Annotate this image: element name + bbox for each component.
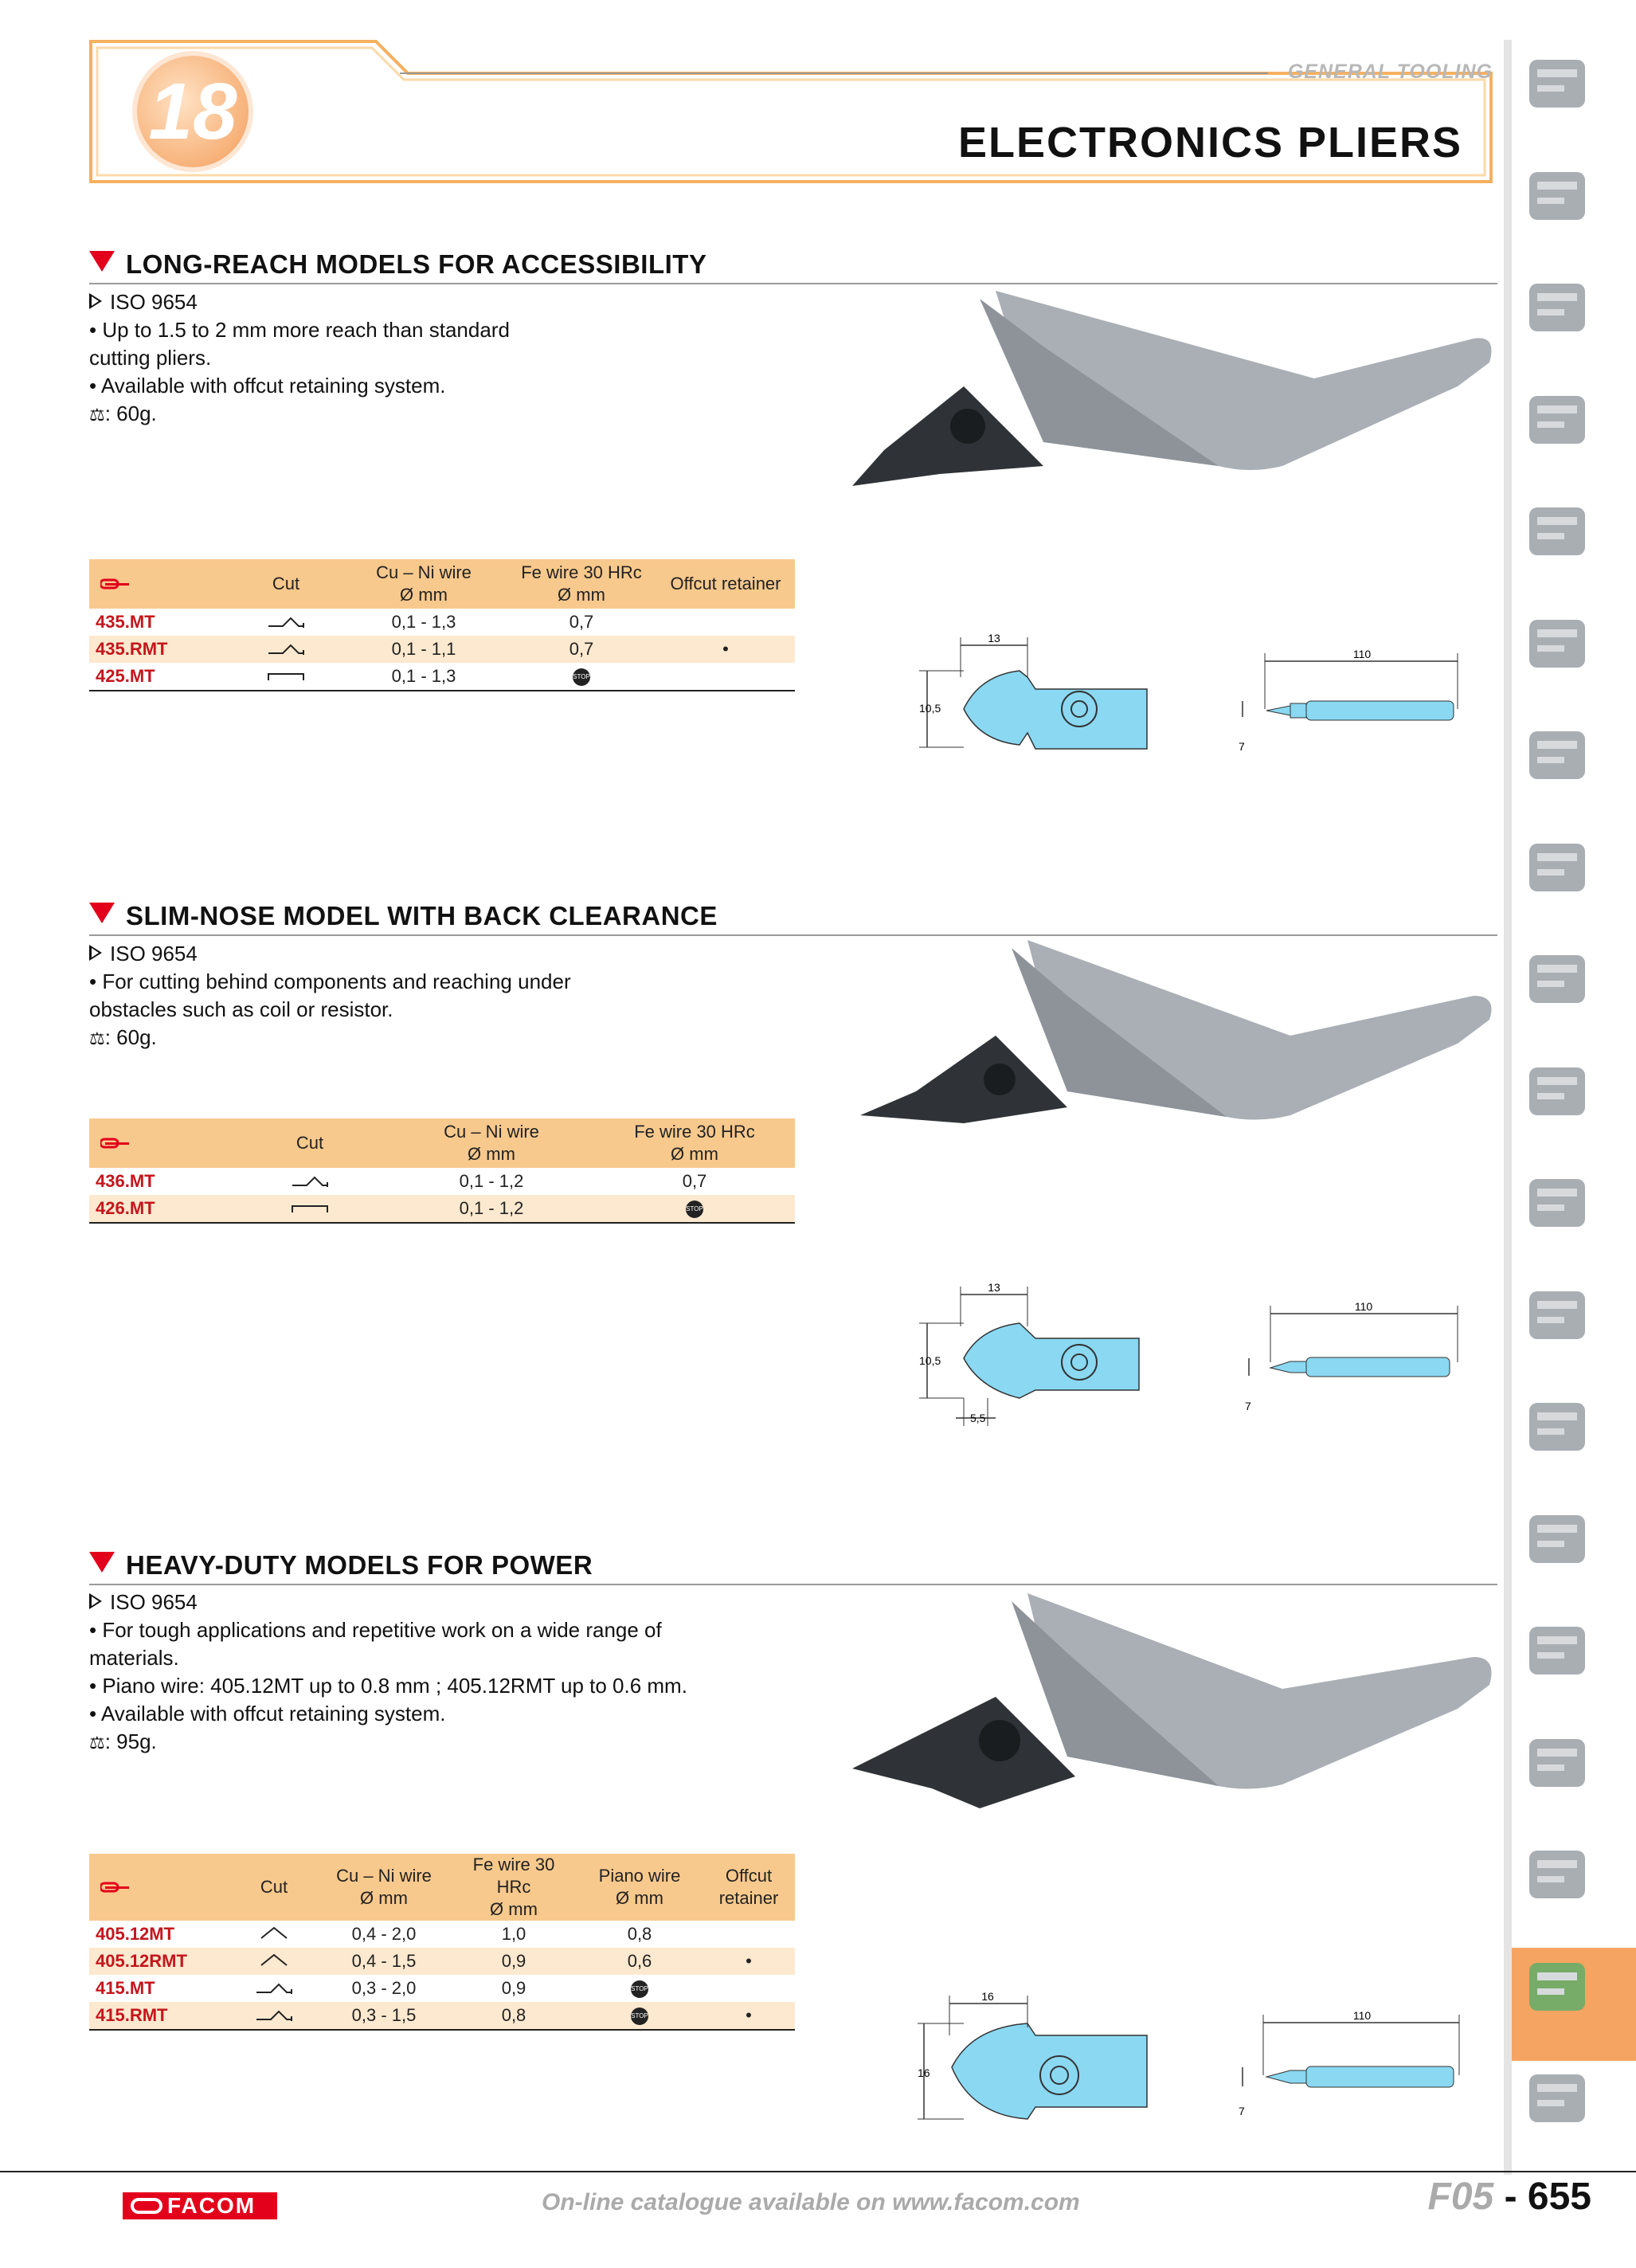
- semi-flush-cut-icon: [255, 2008, 293, 2021]
- table-row: 425.MT 0,1 - 1,3 STOP: [89, 663, 795, 691]
- plier-photo-slim-nose: [844, 932, 1497, 1139]
- car-icon[interactable]: [1510, 2058, 1604, 2138]
- col-fe-wire: Fe wire 30 HRc Ø mm: [594, 1118, 795, 1168]
- page-reference: F05 - 655: [1427, 2176, 1591, 2218]
- col-cu-wire: Cu – Ni wire Ø mm: [389, 1118, 594, 1168]
- facom-logo-icon: [100, 1882, 131, 1893]
- col-cut: Cut: [231, 559, 341, 609]
- iso-marker-icon: [89, 293, 102, 309]
- semi-flush-cut-icon: [255, 1981, 293, 1994]
- ref-415-rmt[interactable]: 415.RMT: [89, 2002, 231, 2030]
- section-description: ISO 9654 • For cutting behind components and reaching under obstacles such as coil or resistor. ⚖: 60g.: [89, 942, 571, 1049]
- ref-435-rmt[interactable]: 435.RMT: [89, 636, 231, 663]
- footer-rule: [0, 2171, 1636, 2172]
- dim-thick: 7: [1245, 1400, 1251, 1412]
- tech-drawing-long-reach: [916, 629, 1474, 765]
- tech-drawing-slim-nose: [916, 1279, 1474, 1438]
- aircraft-icon[interactable]: [1510, 1723, 1604, 1803]
- semi-flush-cut-icon: [291, 1174, 329, 1187]
- safety-tools-icon[interactable]: [1510, 1835, 1604, 1914]
- ref-405-12mt[interactable]: 405.12MT: [96, 1924, 175, 1944]
- page-title: ELECTRONICS PLIERS: [957, 119, 1462, 166]
- electronics-board-icon[interactable]: [1510, 1947, 1604, 2027]
- col-fe-wire: Fe wire 30 HRc Ø mm: [451, 1854, 577, 1921]
- hammer-icon[interactable]: [1510, 1163, 1604, 1243]
- col-offcut-retainer: Offcut retainer: [656, 559, 795, 609]
- not-applicable-icon: STOP: [631, 2008, 648, 2025]
- screwdriver-icon[interactable]: [1510, 715, 1604, 795]
- facom-logo: FACOM: [123, 2192, 277, 2219]
- dim-width: 16: [981, 1990, 994, 2003]
- bevel-cut-icon: [258, 1953, 290, 1967]
- flush-cut-icon: [291, 1201, 329, 1214]
- flush-cut-icon: [267, 669, 305, 682]
- tech-drawing-heavy-duty: [916, 1988, 1474, 2131]
- dim-height: 10,5: [919, 1354, 941, 1367]
- workbench-icon[interactable]: [1510, 44, 1604, 123]
- not-applicable-icon: STOP: [573, 668, 590, 686]
- dim-height: 16: [918, 2066, 930, 2079]
- plier-photo-heavy-duty: [836, 1585, 1497, 1816]
- ref-425-mt[interactable]: 425.MT: [89, 663, 231, 691]
- dim-width: 13: [988, 632, 1000, 644]
- col-cu-wire: Cu – Ni wire Ø mm: [317, 1854, 451, 1921]
- semi-flush-cut-icon: [267, 615, 305, 628]
- puller-icon[interactable]: [1510, 1387, 1604, 1467]
- section-title-heavy-duty: HEAVY-DUTY MODELS FOR POWER: [89, 1550, 593, 1581]
- semi-flush-cut-icon: [267, 642, 305, 655]
- tool-cabinet-icon[interactable]: [1510, 156, 1604, 236]
- dim-length: 110: [1354, 1300, 1373, 1313]
- section-description: ISO 9654 • For tough applications and repetitive work on a wide range of materials. • Piano wire: 405.12MT up to 0.8 mm ; 405.12RMT up to 0.6 mm. • Available with offcut retaining system. ⚖: 95g.: [89, 1590, 687, 1753]
- ref-405-12rmt[interactable]: 405.12RMT: [89, 1948, 231, 1975]
- col-piano-wire: Piano wire Ø mm: [577, 1854, 703, 1921]
- chapter-number: 18: [148, 67, 237, 156]
- weight-scale-icon: ⚖: [89, 405, 105, 425]
- section-marker-icon: [89, 903, 115, 923]
- tape-measure-icon[interactable]: [1510, 1052, 1604, 1131]
- table-row: 426.MT 0,1 - 1,2 STOP: [89, 1195, 795, 1223]
- table-row: 415.RMT 0,3 - 1,5 0,8 STOP •: [89, 2002, 795, 2030]
- section-tag: GENERAL TOOLING: [1287, 61, 1493, 83]
- table-row: 435.RMT 0,1 - 1,1 0,7 •: [89, 636, 795, 663]
- dim-width: 13: [988, 1281, 1000, 1294]
- hex-key-icon[interactable]: [1510, 828, 1604, 907]
- torque-wrench-icon[interactable]: [1510, 1611, 1604, 1690]
- dim-length: 110: [1352, 648, 1372, 660]
- catalogue-url[interactable]: On-line catalogue available on www.facom.com: [542, 2189, 1080, 2215]
- dim-thick: 7: [1239, 740, 1245, 753]
- weight-scale-icon: ⚖: [89, 1028, 105, 1048]
- ref-415-mt[interactable]: 415.MT: [96, 1978, 155, 1998]
- spec-table-long-reach: [89, 559, 795, 691]
- col-fe-wire: Fe wire 30 HRc Ø mm: [507, 559, 656, 609]
- table-row: 405.12RMT 0,4 - 1,5 0,9 0,6 •: [89, 1948, 795, 1975]
- pliers-icon[interactable]: [1510, 939, 1604, 1019]
- section-description: ISO 9654 • Up to 1.5 to 2 mm more reach than standard cutting pliers. • Available with offcut retaining system. ⚖: 60g.: [89, 290, 510, 425]
- col-cu-wire: Cu – Ni wire Ø mm: [341, 559, 507, 609]
- spec-table-heavy-duty: [89, 1854, 795, 2031]
- wrench-icon[interactable]: [1510, 492, 1604, 571]
- section-title-slim-nose: SLIM-NOSE MODEL WITH BACK CLEARANCE: [89, 901, 718, 931]
- section-marker-icon: [89, 1552, 115, 1573]
- plier-photo-long-reach: [836, 283, 1497, 498]
- weight-scale-icon: ⚖: [89, 1733, 105, 1753]
- spec-table-slim-nose: [89, 1118, 795, 1224]
- table-row: 405.12MT 0,4 - 2,0 1,0 0,8: [89, 1921, 795, 1948]
- facom-logo-icon: [100, 1138, 131, 1149]
- iso-marker-icon: [89, 945, 102, 961]
- dim-height: 10,5: [919, 702, 941, 715]
- dim-nose: 5,5: [970, 1412, 986, 1424]
- col-offcut-retainer: Offcut retainer: [703, 1854, 795, 1921]
- ref-436-mt[interactable]: 436.MT: [96, 1171, 155, 1191]
- dim-length: 110: [1352, 2009, 1372, 2022]
- socket-icon[interactable]: [1510, 604, 1604, 684]
- section-title-long-reach: LONG-REACH MODELS FOR ACCESSIBILITY: [89, 249, 706, 280]
- bevel-cut-icon: [258, 1925, 290, 1940]
- ref-426-mt[interactable]: 426.MT: [89, 1195, 231, 1223]
- table-row: 436.MT 0,1 - 1,2 0,7: [89, 1168, 795, 1195]
- facom-logo-icon: [100, 578, 131, 590]
- toolbox-icon[interactable]: [1510, 380, 1604, 460]
- col-cut: Cut: [231, 1854, 317, 1921]
- not-applicable-icon: STOP: [686, 1201, 703, 1218]
- ref-435-mt[interactable]: 435.MT: [96, 612, 155, 632]
- dim-thick: 7: [1239, 2105, 1245, 2117]
- section-marker-icon: [89, 251, 115, 272]
- table-row: 435.MT 0,1 - 1,3 0,7: [89, 609, 795, 636]
- iso-marker-icon: [89, 1593, 102, 1609]
- table-row: 415.MT 0,3 - 2,0 0,9 STOP: [89, 1975, 795, 2002]
- col-cut: Cut: [231, 1118, 389, 1168]
- hacksaw-icon[interactable]: [1510, 1275, 1604, 1355]
- workshop-bench-icon[interactable]: [1510, 268, 1604, 347]
- impact-wrench-icon[interactable]: [1510, 1499, 1604, 1579]
- not-applicable-icon: STOP: [631, 1980, 648, 1998]
